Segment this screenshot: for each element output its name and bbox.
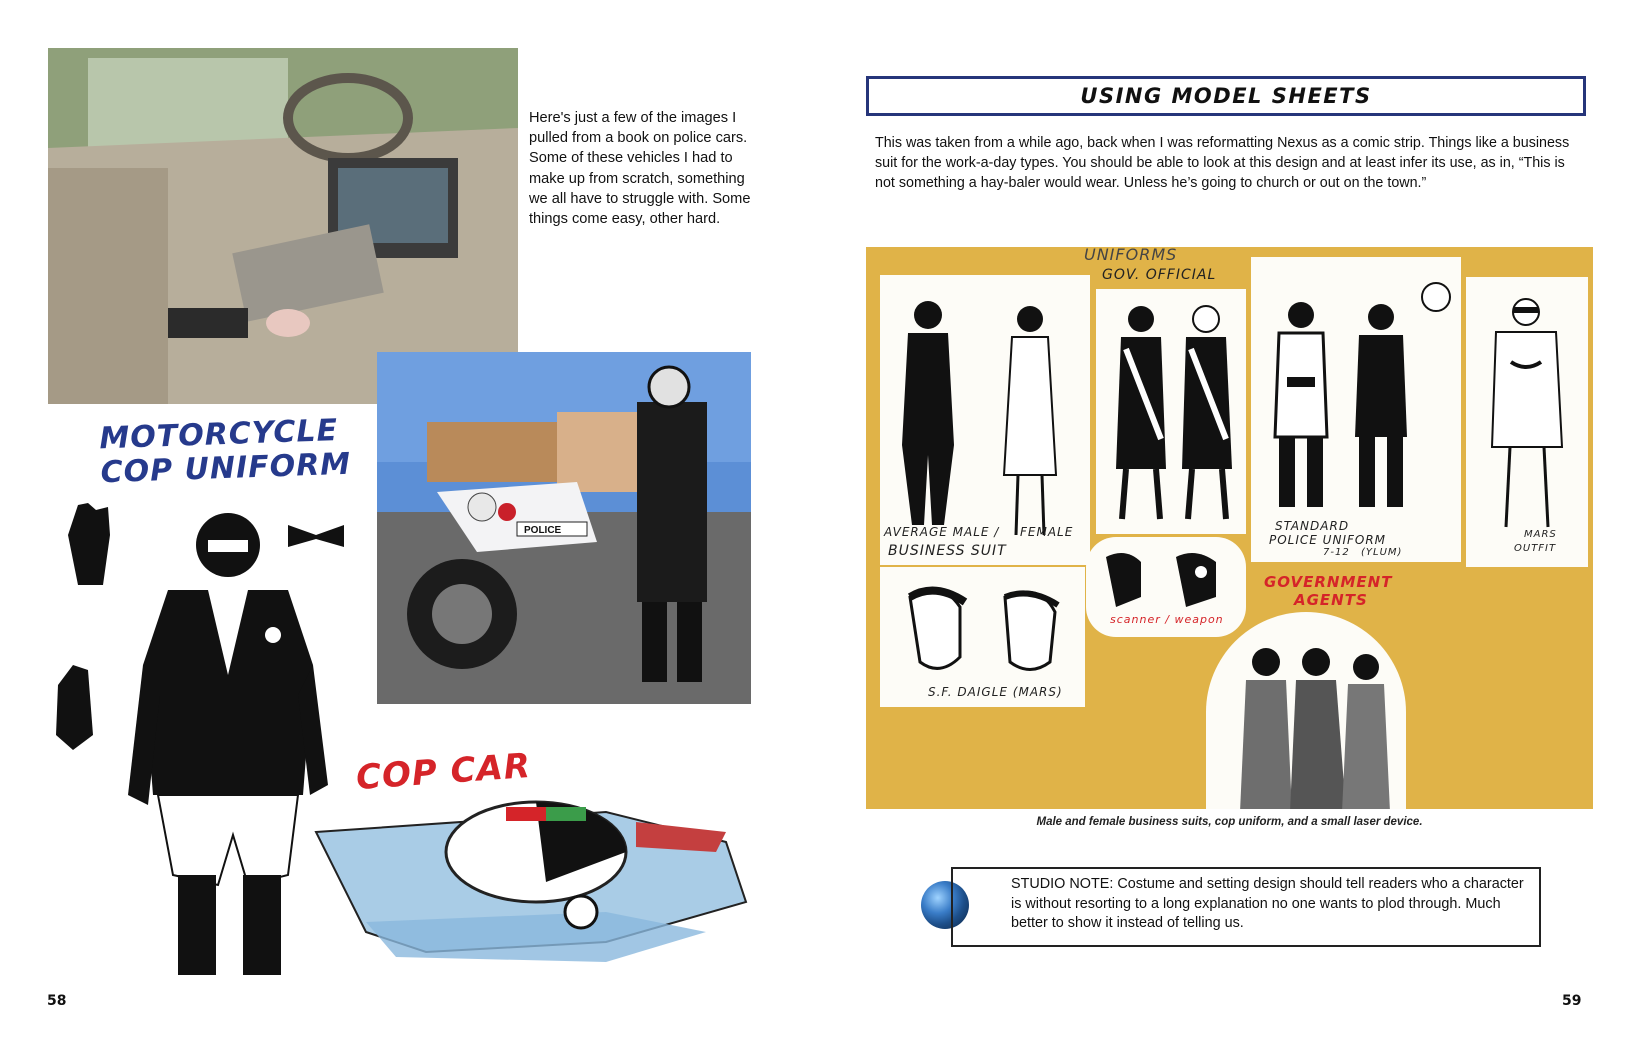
cop-car-title: COP CAR — [354, 745, 533, 799]
label-average-male: AVERAGE MALE / — [884, 525, 1000, 539]
right-page-number: 59 — [1562, 993, 1582, 1009]
label-police-uniform-note2: (YLUM) — [1361, 547, 1403, 558]
government-agents-card — [1206, 612, 1406, 809]
motorcycle-cop-uniform-title — [99, 414, 352, 491]
section-title-box — [866, 76, 1586, 116]
mars-outfit-sketch — [1466, 277, 1588, 567]
label-outfit: OUTFIT — [1514, 543, 1557, 554]
model-sheet-collage — [866, 247, 1593, 809]
label-government: GOVERNMENT — [1264, 573, 1393, 591]
label-gov-official: GOV. OFFICIAL — [1102, 267, 1217, 283]
moto-title-line2: COP UNIFORM — [100, 446, 352, 491]
gov-official-sketch — [1096, 289, 1246, 534]
car-interior-illustration — [48, 48, 518, 404]
police-uniform-sketch — [1251, 257, 1461, 562]
left-page-number: 58 — [47, 993, 67, 1009]
label-police-uniform-note: 7-12 — [1323, 547, 1350, 558]
intro-paragraph: Here's just a few of the images I pulled from a book on police cars. Some of these vehicles I had to make up from scratch, something we all have to struggle with. Some things come easy, other hard. — [529, 110, 751, 228]
section-title: USING MODEL SHEETS — [1080, 84, 1372, 108]
label-female: FEMALE — [1020, 525, 1074, 539]
business-suit-sketch — [880, 275, 1090, 565]
label-sf-daigle: S.F. DAIGLE (MARS) — [928, 685, 1063, 699]
studio-note-box — [951, 867, 1541, 947]
government-agents-sketch — [1206, 612, 1406, 809]
police-plate-text: POLICE — [524, 525, 562, 536]
label-standard: STANDARD — [1275, 519, 1350, 533]
label-agents: AGENTS — [1294, 591, 1368, 609]
label-uniforms: UNIFORMS — [1084, 247, 1178, 264]
police-car-interior-photo — [48, 48, 518, 404]
figure-caption: Male and female business suits, cop uniform, and a small laser device. — [1036, 816, 1423, 828]
motorcycle-cop-illustration — [377, 352, 751, 704]
faces-card — [880, 567, 1085, 707]
moto-title-line1: MOTORCYCLE — [98, 413, 339, 457]
label-police-uniform: POLICE UNIFORM — [1269, 533, 1387, 547]
motorcycle-cop-photo — [377, 352, 751, 704]
studio-note-text: Costume and setting design should tell readers who a character is without resorting to a long explanation no one wants to plod through. Much better to show it instead of telling us. — [1011, 876, 1524, 931]
gov-official-card — [1096, 289, 1246, 534]
studio-note-label: STUDIO NOTE: — [1011, 876, 1114, 892]
business-suit-card — [880, 275, 1090, 565]
label-mars: MARS — [1524, 529, 1557, 540]
body-paragraph: This was taken from a while ago, back when I was reformatting Nexus as a comic strip. Things like a business suit for the work-a-day types. You should be able to look at this design and at least infer its use, as in, “This is not something a hay-baler would wear. Unless he’s going to church or out on the town.” — [875, 135, 1570, 191]
label-business-suit: BUSINESS SUIT — [888, 543, 1007, 559]
police-uniform-card — [1251, 257, 1461, 562]
label-scanner-weapon: scanner / weapon — [1110, 613, 1224, 626]
mars-outfit-card — [1466, 277, 1588, 567]
cop-car-sketch — [306, 762, 756, 972]
